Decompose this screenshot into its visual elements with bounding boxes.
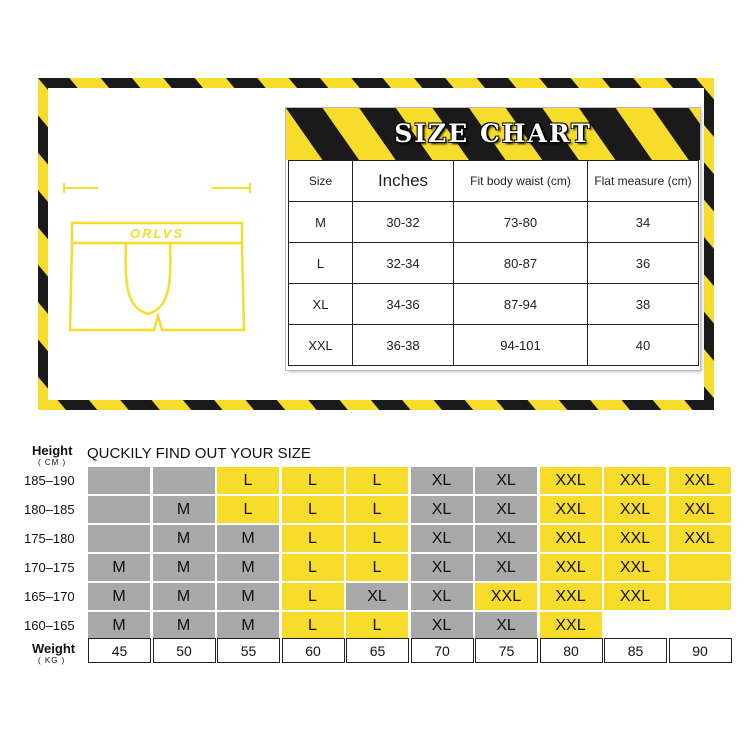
size-cell: M (88, 554, 150, 581)
waist-cell: 94-101 (454, 325, 588, 366)
waist-cell: 80-87 (454, 243, 588, 284)
inches-cell: 30-32 (353, 202, 454, 243)
size-cell: XL (411, 554, 473, 581)
height-range-label: 160–165 (24, 618, 75, 633)
size-cell: XXL (604, 496, 666, 523)
size-cell: M (217, 525, 279, 552)
size-cell: M (88, 583, 150, 610)
size-cell: XXL (604, 583, 666, 610)
size-cell: L (346, 496, 408, 523)
size-cell: L (282, 554, 344, 581)
size-cell: XXL (540, 467, 602, 494)
size-cell: XXL (604, 525, 666, 552)
size-cell: M (217, 612, 279, 639)
size-cell: M (289, 202, 353, 243)
size-cell: M (153, 612, 215, 639)
size-cell: XL (411, 467, 473, 494)
weight-unit-label: ( KG ) (38, 656, 66, 665)
inches-cell: 36-38 (353, 325, 454, 366)
height-range-label: 180–185 (24, 502, 75, 517)
weight-value: 65 (346, 638, 409, 663)
inches-cell: 32-34 (353, 243, 454, 284)
height-range-label: 165–170 (24, 589, 75, 604)
weight-value: 60 (282, 638, 345, 663)
size-chart-card (286, 108, 700, 370)
size-cell: XXL (540, 554, 602, 581)
size-cell: M (153, 525, 215, 552)
size-cell (88, 525, 150, 552)
size-cell: L (282, 583, 344, 610)
size-cell: XL (475, 467, 537, 494)
size-cell: M (153, 496, 215, 523)
size-cell: XL (346, 583, 408, 610)
finder-title: QUCKILY FIND OUT YOUR SIZE (87, 445, 311, 462)
flat-cell: 34 (588, 202, 699, 243)
size-cell: XL (475, 612, 537, 639)
size-cell: XXL (604, 554, 666, 581)
size-cell (88, 496, 150, 523)
weight-value: 70 (411, 638, 474, 663)
header-flat-measure: Flat measure (cm) (588, 161, 699, 202)
size-cell: XL (475, 525, 537, 552)
size-cell: XXL (540, 496, 602, 523)
size-cell: XL (411, 496, 473, 523)
size-cell: L (346, 525, 408, 552)
header-inches: Inches (353, 161, 454, 202)
size-table (288, 160, 699, 366)
weight-value: 55 (217, 638, 280, 663)
size-cell (604, 612, 666, 639)
inches-cell: 34-36 (353, 284, 454, 325)
size-cell: XXL (669, 496, 731, 523)
waist-cell: 73-80 (454, 202, 588, 243)
size-cell (669, 554, 731, 581)
size-cell: L (282, 467, 344, 494)
size-cell: L (282, 525, 344, 552)
header-fit-body-waist: Fit body waist (cm) (454, 161, 588, 202)
size-cell: L (346, 467, 408, 494)
weight-value: 45 (88, 638, 151, 663)
size-cell: L (217, 496, 279, 523)
size-cell: XXL (669, 467, 731, 494)
waist-cell: 87-94 (454, 284, 588, 325)
flat-cell: 38 (588, 284, 699, 325)
size-cell: XL (475, 554, 537, 581)
header-size: Size (289, 161, 353, 202)
size-cell: XXL (669, 525, 731, 552)
table-row (289, 243, 699, 284)
weight-value: 80 (540, 638, 603, 663)
size-cell: M (153, 554, 215, 581)
height-range-label: 170–175 (24, 560, 75, 575)
table-row (289, 284, 699, 325)
size-cell: M (217, 554, 279, 581)
weight-value: 75 (475, 638, 538, 663)
weight-value: 50 (153, 638, 216, 663)
size-cell: M (88, 612, 150, 639)
flat-cell: 36 (588, 243, 699, 284)
table-row (289, 325, 699, 366)
size-cell (88, 467, 150, 494)
brand-logo: ORLVS (129, 226, 185, 241)
weight-value: 85 (604, 638, 667, 663)
size-cell: L (346, 554, 408, 581)
size-cell: M (153, 583, 215, 610)
size-cell: XL (411, 583, 473, 610)
size-cell: XXL (540, 525, 602, 552)
size-cell (669, 612, 731, 639)
size-cell: L (282, 496, 344, 523)
size-cell: XXL (289, 325, 353, 366)
table-row (289, 202, 699, 243)
size-cell: XL (289, 284, 353, 325)
size-table-header-row (289, 161, 699, 202)
size-cell: XL (475, 496, 537, 523)
size-chart-title: SIZE CHART (394, 119, 592, 148)
height-unit-label: ( CM ) (38, 458, 67, 467)
size-cell: XL (411, 612, 473, 639)
size-cell (153, 467, 215, 494)
size-cell: XXL (604, 467, 666, 494)
size-cell: XL (411, 525, 473, 552)
size-cell: XXL (540, 612, 602, 639)
size-chart-header (286, 108, 700, 160)
size-cell: XXL (540, 583, 602, 610)
size-cell: L (217, 467, 279, 494)
height-axis-label: Height (32, 443, 73, 458)
weight-axis-label: Weight (32, 641, 76, 656)
size-cell: L (346, 612, 408, 639)
size-cell: M (217, 583, 279, 610)
boxer-brief-diagram (62, 178, 252, 338)
size-cell: L (289, 243, 353, 284)
size-cell: L (282, 612, 344, 639)
size-cell (669, 583, 731, 610)
weight-value: 90 (669, 638, 732, 663)
flat-cell: 40 (588, 325, 699, 366)
size-cell: XXL (475, 583, 537, 610)
height-range-label: 175–180 (24, 531, 75, 546)
height-range-label: 185–190 (24, 473, 75, 488)
